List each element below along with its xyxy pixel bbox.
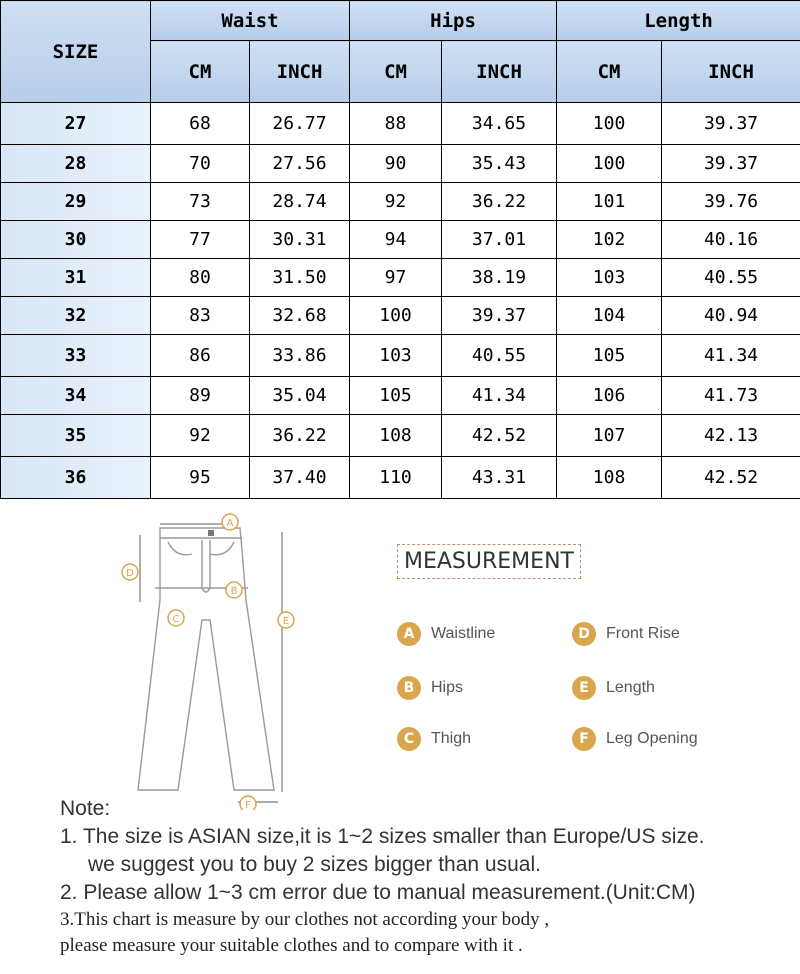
note-line-1b: we suggest you to buy 2 sizes bigger than usual.	[88, 853, 541, 876]
table-cell: 31.50	[250, 259, 350, 297]
table-cell: 39.37	[442, 297, 557, 335]
size-cell: 28	[1, 145, 151, 183]
table-row	[1, 221, 800, 259]
table-cell: 110	[350, 457, 442, 499]
table-cell: 37.01	[442, 221, 557, 259]
table-cell: 42.52	[662, 457, 800, 499]
legend-front-rise	[572, 620, 680, 648]
table-cell: 42.13	[662, 415, 800, 457]
table-cell: 103	[557, 259, 662, 297]
unit-header: INCH	[442, 41, 557, 103]
table-cell: 41.73	[662, 377, 800, 415]
table-cell: 105	[350, 377, 442, 415]
notes-title: Note:	[60, 797, 111, 820]
table-row	[1, 415, 800, 457]
table-cell: 38.19	[442, 259, 557, 297]
table-cell: 39.37	[662, 103, 800, 145]
table-cell: 40.55	[442, 335, 557, 377]
table-cell: 36.22	[442, 183, 557, 221]
size-cell: 31	[1, 259, 151, 297]
table-cell: 42.52	[442, 415, 557, 457]
legend-label: Length	[606, 679, 655, 696]
legend-badge-icon: F	[572, 727, 596, 751]
legend-badge-icon: E	[572, 676, 596, 700]
table-row	[1, 297, 800, 335]
legend-leg-opening	[572, 725, 698, 753]
table-cell: 97	[350, 259, 442, 297]
legend-label: Front Rise	[606, 625, 680, 642]
table-cell: 83	[151, 297, 250, 335]
table-cell: 90	[350, 145, 442, 183]
table-cell: 88	[350, 103, 442, 145]
diagram-badge-letter: F	[245, 800, 251, 810]
table-cell: 28.74	[250, 183, 350, 221]
table-cell: 33.86	[250, 335, 350, 377]
table-cell: 34.65	[442, 103, 557, 145]
unit-header: CM	[557, 41, 662, 103]
legend-waistline	[397, 620, 495, 648]
legend-hips	[397, 674, 463, 702]
table-cell: 26.77	[250, 103, 350, 145]
table-cell: 41.34	[662, 335, 800, 377]
table-cell: 73	[151, 183, 250, 221]
size-cell: 36	[1, 457, 151, 499]
table-cell: 43.31	[442, 457, 557, 499]
button-icon	[208, 530, 214, 536]
table-cell: 40.55	[662, 259, 800, 297]
table-cell: 40.94	[662, 297, 800, 335]
table-cell: 35.43	[442, 145, 557, 183]
table-cell: 32.68	[250, 297, 350, 335]
legend-badge-icon: B	[397, 676, 421, 700]
table-cell: 89	[151, 377, 250, 415]
table-row	[1, 377, 800, 415]
legend-label: Waistline	[431, 625, 496, 642]
diagram-badge-letter: A	[226, 518, 234, 529]
table-cell: 92	[350, 183, 442, 221]
legend-badge-icon: C	[397, 727, 421, 751]
table-row	[1, 183, 800, 221]
table-cell: 68	[151, 103, 250, 145]
legend-label: Thigh	[431, 730, 472, 747]
size-cell: 30	[1, 221, 151, 259]
diagram-badge-letter: C	[172, 614, 180, 625]
unit-header: INCH	[250, 41, 350, 103]
note-line-2: 2. Please allow 1~3 cm error due to manual measurement.(Unit:CM)	[60, 881, 696, 904]
unit-header: CM	[350, 41, 442, 103]
table-cell: 36.22	[250, 415, 350, 457]
legend-thigh	[397, 725, 471, 753]
table-cell: 41.34	[442, 377, 557, 415]
table-cell: 86	[151, 335, 250, 377]
table-cell: 37.40	[250, 457, 350, 499]
size-cell: 32	[1, 297, 151, 335]
waist-header: Waist	[151, 1, 350, 41]
length-header: Length	[557, 1, 800, 41]
table-cell: 95	[151, 457, 250, 499]
table-cell: 107	[557, 415, 662, 457]
size-cell: 35	[1, 415, 151, 457]
table-row	[1, 457, 800, 499]
table-cell: 39.76	[662, 183, 800, 221]
legend-label: Leg Opening	[606, 730, 698, 747]
pants-diagram	[110, 510, 310, 810]
size-cell: 34	[1, 377, 151, 415]
pants-outline	[138, 528, 274, 790]
diagram-badge-letter: D	[126, 568, 134, 579]
table-cell: 102	[557, 221, 662, 259]
size-cell: 33	[1, 335, 151, 377]
table-cell: 105	[557, 335, 662, 377]
size-table-body	[1, 103, 800, 499]
table-cell: 103	[350, 335, 442, 377]
table-cell: 106	[557, 377, 662, 415]
unit-header: CM	[151, 41, 250, 103]
table-cell: 101	[557, 183, 662, 221]
table-cell: 100	[557, 103, 662, 145]
legend-label: Hips	[431, 679, 464, 696]
size-cell: 27	[1, 103, 151, 145]
table-cell: 108	[350, 415, 442, 457]
table-cell: 35.04	[250, 377, 350, 415]
table-cell: 70	[151, 145, 250, 183]
table-cell: 39.37	[662, 145, 800, 183]
diagram-badge-letter: B	[230, 586, 238, 597]
legend-badge-icon: A	[397, 622, 421, 646]
table-row	[1, 335, 800, 377]
size-cell: 29	[1, 183, 151, 221]
measurement-title: MEASUREMENT	[397, 544, 581, 579]
hips-header: Hips	[350, 1, 557, 41]
table-cell: 108	[557, 457, 662, 499]
note-line-1: 1. The size is ASIAN size,it is 1~2 sizes smaller than Europe/US size.	[60, 825, 705, 848]
diagram-badge-letter: E	[282, 616, 290, 627]
legend-badge-icon: D	[572, 622, 596, 646]
table-cell: 80	[151, 259, 250, 297]
table-row	[1, 259, 800, 297]
table-cell: 27.56	[250, 145, 350, 183]
table-cell: 100	[557, 145, 662, 183]
table-cell: 30.31	[250, 221, 350, 259]
size-header: SIZE	[1, 1, 151, 103]
table-cell: 92	[151, 415, 250, 457]
table-cell: 104	[557, 297, 662, 335]
table-cell: 77	[151, 221, 250, 259]
legend-length	[572, 674, 655, 702]
table-row	[1, 145, 800, 183]
note-line-3: 3.This chart is measure by our clothes not according your body ,	[60, 909, 550, 930]
table-cell: 100	[350, 297, 442, 335]
unit-header: INCH	[662, 41, 800, 103]
table-row	[1, 103, 800, 145]
table-cell: 94	[350, 221, 442, 259]
notes-section	[60, 795, 790, 959]
table-cell: 40.16	[662, 221, 800, 259]
note-line-3b: please measure your suitable clothes and to compare with it .	[60, 935, 523, 956]
